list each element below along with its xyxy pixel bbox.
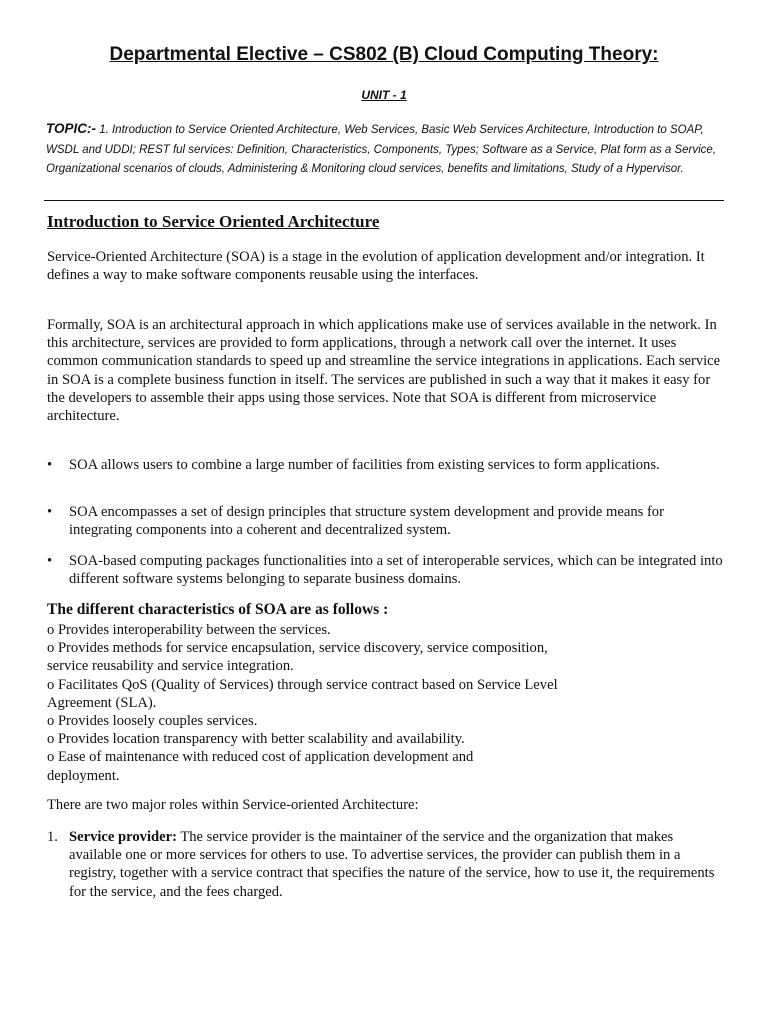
list-item: o Provides location transparency with better scalability and availability. — [47, 731, 465, 748]
bullet-text: SOA allows users to combine a large number of facilities from existing services to form applications. — [69, 457, 660, 473]
unit-label: UNIT - 1 — [361, 88, 407, 102]
bullet-icon: • — [47, 504, 53, 520]
bullet-icon: • — [47, 553, 53, 569]
topic-label: TOPIC:- — [46, 121, 96, 136]
topic-block — [46, 119, 722, 180]
characteristics-list — [47, 621, 723, 785]
item-text: The service provider is the maintainer of the service and the organization that makes available one or more services for others to use. To advertise services, the provider can publish them in a registry, together with a service contract that specifies the nature of the service, how to use it, the requirements for the service, and the fees charged. — [69, 829, 715, 900]
item-body — [69, 828, 723, 901]
item-number: 1. — [47, 829, 58, 845]
bullet-text: SOA-based computing packages functionalities into a set of interoperable services, which can be integrated into different software systems belonging to separate business domains. — [69, 553, 723, 588]
list-item: deployment. — [47, 767, 120, 784]
horizontal-divider — [44, 200, 724, 201]
numbered-item-service-provider — [47, 828, 723, 901]
item-term: Service provider: — [69, 829, 177, 845]
list-item: service reusability and service integration. — [47, 658, 294, 675]
list-item: o Provides loosely couples services. — [47, 713, 258, 730]
document-title: Departmental Elective – CS802 (B) Cloud Computing Theory: — [109, 44, 659, 65]
list-item: o Ease of maintenance with reduced cost of application development and — [47, 749, 474, 766]
bullet-text: SOA encompasses a set of design principles that structure system development and provide means for integrating components into a coherent and decentralized system. — [69, 504, 664, 539]
list-item — [47, 552, 723, 588]
bullet-icon: • — [47, 457, 53, 473]
list-item: o Provides methods for service encapsulation, service discovery, service composition, — [47, 640, 548, 657]
list-item — [47, 503, 723, 539]
characteristics-heading: The different characteristics of SOA are as follows : — [47, 601, 389, 618]
topic-text: 1. Introduction to Service Oriented Architecture, Web Services, Basic Web Services Architecture, Introduction to SOAP, WSDL and UDDI; REST ful services: Definition, Characteristics, Components, Types; Software as a Service, Plat form as a Service, Organizational scenarios of clouds, Administering & Monitoring cloud services, benefits and limitations, Study of a Hypervisor. — [46, 124, 717, 175]
paragraph-soa-formal: Formally, SOA is an architectural approach in which applications make use of services available in the network. In this architecture, services are provided to form applications, through a network call over the internet. It uses common communication standards to speed up and streamline the service integrations in applications. Each service in SOA is a complete business function in itself. The services are published in such a way that it makes it easy for the developers to assemble their apps using those services. Note that SOA is different from microservice architecture. — [47, 317, 721, 425]
list-item: o Facilitates QoS (Quality of Services) through service contract based on Service Level — [47, 676, 558, 693]
list-item: Agreement (SLA). — [47, 694, 157, 711]
list-item: o Provides interoperability between the services. — [47, 622, 331, 638]
roles-intro: There are two major roles within Service-oriented Architecture: — [47, 797, 419, 813]
paragraph-soa-definition: Service-Oriented Architecture (SOA) is a stage in the evolution of application development and/or integration. It defines a way to make software components reusable using the interfaces. — [47, 249, 705, 284]
section-heading: Introduction to Service Oriented Architecture — [47, 212, 380, 231]
list-item — [47, 456, 723, 474]
